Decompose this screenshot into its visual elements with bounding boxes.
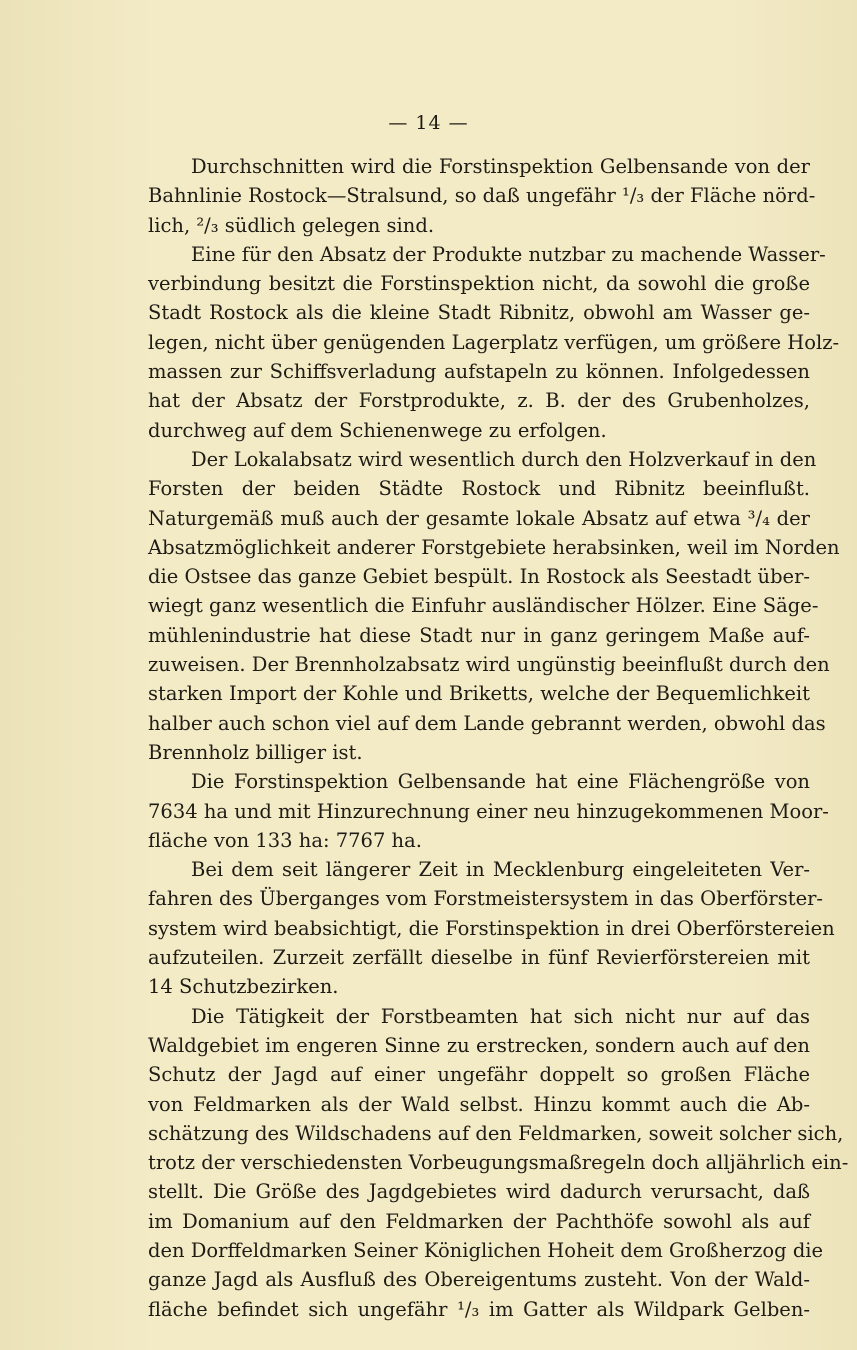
- text-line: von Feldmarken als der Wald selbst. Hinzu kommt auch die Ab-: [148, 1092, 810, 1116]
- text-line: mühlenindustrie hat diese Stadt nur in ganz geringem Maße auf-: [148, 623, 810, 647]
- text-line: den Dorffeldmarken Seiner Königlichen Hoheit dem Großherzog die: [148, 1238, 824, 1262]
- text-line: system wird beabsichtigt, die Forstinspektion in drei Oberförstereien: [148, 916, 835, 940]
- text-line: Schutz der Jagd auf einer ungefähr doppelt so großen Fläche: [148, 1063, 810, 1087]
- text-line: legen, nicht über genügenden Lagerplatz verfügen, um größere Holz-: [148, 330, 840, 354]
- text-line: Naturgemäß muß auch der gesamte lokale Absatz auf etwa ³/₄ der: [148, 506, 810, 530]
- text-line: Forsten der beiden Städte Rostock und Ribnitz beeinflußt.: [148, 477, 810, 501]
- text-line: stellt. Die Größe des Jagdgebietes wird dadurch verursacht, daß: [148, 1180, 810, 1204]
- text-line: Stadt Rostock als die kleine Stadt Ribnitz, obwohl am Wasser ge-: [148, 301, 810, 325]
- text-line: aufzuteilen. Zurzeit zerfällt dieselbe in fünf Revierförstereien mit: [148, 946, 810, 970]
- text-line: ganze Jagd als Ausfluß des Obereigentums zusteht. Von der Wald-: [148, 1268, 810, 1292]
- text-line: im Domanium auf den Feldmarken der Pachthöfe sowohl als auf: [148, 1209, 810, 1233]
- text-line: Absatzmöglichkeit anderer Forstgebiete herabsinken, weil im Norden: [148, 535, 840, 559]
- text-line: Bei dem seit längerer Zeit in Mecklenburg eingeleiteten Ver-: [191, 858, 810, 882]
- text-line: Bahnlinie Rostock—Stralsund, so daß ungefähr ¹/₃ der Fläche nörd-: [148, 184, 816, 208]
- text-line: massen zur Schiffsverladung aufstapeln zu können. Infolgedessen: [148, 360, 810, 384]
- text-line: fläche befindet sich ungefähr ¹/₃ im Gatter als Wildpark Gelben-: [148, 1297, 810, 1321]
- text-line: die Ostsee das ganze Gebiet bespült. In Rostock als Seestadt über-: [148, 565, 810, 589]
- text-line: halber auch schon viel auf dem Lande gebrannt werden, obwohl das: [148, 711, 826, 735]
- text-line: 14 Schutzbezirken.: [148, 975, 339, 999]
- text-line: schätzung des Wildschadens auf den Feldmarken, soweit solcher sich,: [148, 1121, 844, 1145]
- text-line: fahren des Überganges vom Forstmeistersystem in das Oberförster-: [148, 887, 824, 911]
- text-line: Die Forstinspektion Gelbensande hat eine Flächengröße von: [191, 770, 810, 794]
- text-line: Waldgebiet im engeren Sinne zu erstrecken, sondern auch auf den: [148, 1033, 810, 1057]
- text-line: trotz der verschiedensten Vorbeugungsmaßregeln doch alljährlich ein-: [148, 1151, 849, 1175]
- text-line: wiegt ganz wesentlich die Einfuhr ausländischer Hölzer. Eine Säge-: [148, 594, 819, 618]
- body-text: [148, 152, 849, 1324]
- text-line: Eine für den Absatz der Produkte nutzbar zu machende Wasser-: [191, 242, 826, 266]
- text-line: starken Import der Kohle und Briketts, welche der Bequemlichkeit: [148, 682, 810, 706]
- text-line: Die Tätigkeit der Forstbeamten hat sich nicht nur auf das: [191, 1004, 810, 1028]
- text-line: durchweg auf dem Schienenwege zu erfolgen.: [148, 418, 607, 442]
- text-line: hat der Absatz der Forstprodukte, z. B. der des Grubenholzes,: [148, 389, 810, 413]
- text-line: Durchschnitten wird die Forstinspektion Gelbensande von der: [191, 155, 810, 178]
- text-line: lich, ²/₃ südlich gelegen sind.: [148, 213, 435, 237]
- page-number: — 14 —: [388, 112, 469, 134]
- text-line: Brennholz billiger ist.: [148, 740, 363, 764]
- text-line: 7634 ha und mit Hinzurechnung einer neu hinzugekommenen Moor-: [148, 799, 829, 823]
- text-line: Der Lokalabsatz wird wesentlich durch den Holzverkauf in den: [191, 447, 817, 471]
- text-line: zuweisen. Der Brennholzabsatz wird ungünstig beeinflußt durch den: [148, 653, 830, 677]
- text-line: verbindung besitzt die Forstinspektion nicht, da sowohl die große: [148, 272, 810, 296]
- text-line: fläche von 133 ha: 7767 ha.: [148, 828, 422, 852]
